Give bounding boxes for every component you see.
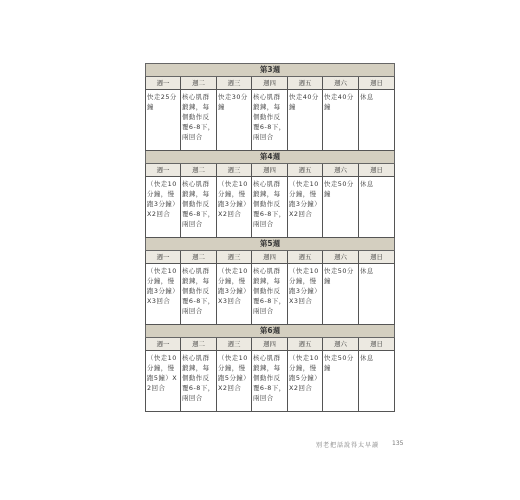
day-header: 週四 [252, 164, 288, 177]
week-header-row [146, 325, 395, 338]
activity-cell: （快走10分鐘，慢跑5分鐘）X2回合 [217, 351, 252, 412]
activity-cell: 快走25分鐘 [146, 90, 181, 151]
day-header: 週五 [288, 77, 323, 90]
day-header: 週六 [323, 77, 359, 90]
day-header: 週三 [217, 338, 252, 351]
activity-row [146, 177, 395, 238]
day-header-row [146, 338, 395, 351]
activity-cell: 快走30分鐘 [217, 90, 252, 151]
day-header: 週四 [252, 77, 288, 90]
activity-cell: （快走10分鐘，慢跑3分鐘）X2回合 [217, 177, 252, 238]
activity-cell: （快走10分鐘，慢跑3分鐘）X2回合 [288, 177, 323, 238]
day-header: 週一 [146, 251, 181, 264]
activity-cell: 快走50分鐘 [323, 264, 359, 325]
day-header: 週日 [359, 338, 395, 351]
week-title: 第5週 [146, 238, 395, 251]
training-schedule-table [145, 63, 395, 412]
book-title-footer: 別老把話說得太早讀 [316, 442, 380, 449]
day-header: 週日 [359, 251, 395, 264]
activity-cell: 核心肌群鍛鍊，每個動作反覆6-8下，兩回合 [252, 90, 288, 151]
day-header: 週一 [146, 338, 181, 351]
activity-cell: 核心肌群鍛鍊，每個動作反覆6-8下，兩回合 [181, 177, 217, 238]
day-header: 週三 [217, 77, 252, 90]
activity-cell: 快走40分鐘 [288, 90, 323, 151]
day-header: 週二 [181, 338, 217, 351]
week-title: 第3週 [146, 64, 395, 77]
activity-row [146, 90, 395, 151]
week-title: 第4週 [146, 151, 395, 164]
day-header: 週四 [252, 251, 288, 264]
day-header: 週六 [323, 251, 359, 264]
day-header: 週三 [217, 164, 252, 177]
activity-cell: （快走10分鐘，慢跑5分鐘）X2回合 [288, 351, 323, 412]
day-header: 週日 [359, 77, 395, 90]
day-header: 週六 [323, 164, 359, 177]
activity-cell: （快走10分鐘，慢跑3分鐘）X3回合 [146, 264, 181, 325]
activity-cell: 休息 [359, 90, 395, 151]
activity-cell: 核心肌群鍛鍊，每個動作反覆6-8下，兩回合 [181, 264, 217, 325]
activity-cell: 休息 [359, 264, 395, 325]
day-header-row [146, 251, 395, 264]
activity-row [146, 351, 395, 412]
day-header: 週二 [181, 251, 217, 264]
activity-cell: 快走50分鐘 [323, 351, 359, 412]
day-header: 週一 [146, 164, 181, 177]
day-header: 週六 [323, 338, 359, 351]
day-header: 週五 [288, 338, 323, 351]
week-header-row [146, 238, 395, 251]
week-title: 第6週 [146, 325, 395, 338]
day-header-row [146, 77, 395, 90]
day-header: 週二 [181, 77, 217, 90]
day-header: 週五 [288, 164, 323, 177]
day-header: 週三 [217, 251, 252, 264]
page-number: 135 [392, 440, 404, 447]
day-header: 週日 [359, 164, 395, 177]
day-header: 週四 [252, 338, 288, 351]
activity-cell: 核心肌群鍛鍊，每個動作反覆6-8下，兩回合 [181, 90, 217, 151]
day-header: 週五 [288, 251, 323, 264]
activity-cell: 核心肌群鍛鍊，每個動作反覆6-8下，兩回合 [252, 177, 288, 238]
week-header-row [146, 64, 395, 77]
activity-cell: 核心肌群鍛鍊，每個動作反覆6-8下，兩回合 [252, 264, 288, 325]
activity-cell: （快走10分鐘，慢跑3分鐘）X3回合 [217, 264, 252, 325]
activity-cell: （快走10分鐘，慢跑3分鐘）X3回合 [288, 264, 323, 325]
activity-cell: 核心肌群鍛鍊，每個動作反覆6-8下，兩回合 [181, 351, 217, 412]
activity-cell: 快走40分鐘 [323, 90, 359, 151]
activity-cell: （快走10分鐘，慢跑5鐘）X2回合 [146, 351, 181, 412]
day-header: 週二 [181, 164, 217, 177]
activity-cell: 核心肌群鍛鍊，每個動作反覆6-8下，兩回合 [252, 351, 288, 412]
week-header-row [146, 151, 395, 164]
activity-cell: （快走10分鐘，慢跑3分鐘）X2回合 [146, 177, 181, 238]
day-header: 週一 [146, 77, 181, 90]
activity-cell: 快走50分鐘 [323, 177, 359, 238]
activity-cell: 休息 [359, 351, 395, 412]
activity-row [146, 264, 395, 325]
day-header-row [146, 164, 395, 177]
activity-cell: 休息 [359, 177, 395, 238]
